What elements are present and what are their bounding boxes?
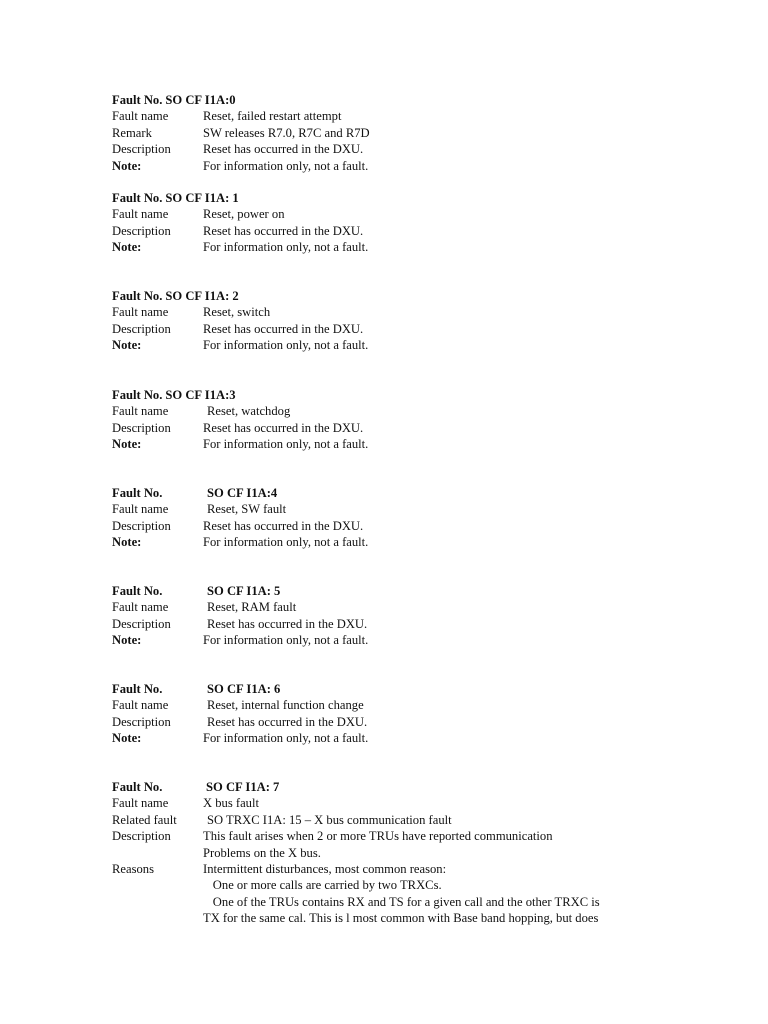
fault-block-4 (112, 485, 652, 551)
fault-row (112, 206, 652, 222)
fault-row (112, 125, 652, 141)
fault-block-2 (112, 288, 652, 354)
bullet-item: One of the TRUs contains RX and TS for a given call and the other TRXC is (203, 894, 590, 909)
fault-no-value: SO CF I1A:0 (165, 93, 236, 107)
row-label: Related fault (112, 812, 177, 827)
row-label: Fault name (112, 305, 169, 320)
fault-row (112, 420, 652, 436)
row-label: Note: (112, 535, 142, 550)
row-label (112, 910, 203, 926)
row-value: Reset, power on (203, 207, 285, 222)
row-value: TX for the same cal. This is l most common with Base band hopping, but does (203, 911, 599, 926)
row-label: Description (112, 420, 171, 435)
row-value: This fault arises when 2 or more TRUs have reported communication (203, 829, 553, 844)
row-label: Description (112, 321, 171, 336)
row-label: Note: (112, 240, 142, 255)
fault-row (112, 828, 652, 844)
row-value: For information only, not a fault. (203, 437, 369, 452)
fault-heading (112, 681, 652, 697)
row-value: Reset, SW fault (207, 502, 287, 517)
fault-row (112, 812, 652, 828)
fault-no-value: SO CF I1A:3 (165, 388, 236, 402)
fault-row (112, 795, 652, 811)
row-label: Description (112, 223, 171, 238)
row-label: Reasons (112, 862, 154, 877)
row-label (112, 845, 203, 861)
row-value: For information only, not a fault. (203, 338, 369, 353)
fault-no-value: SO CF I1A: 1 (165, 191, 239, 205)
fault-heading (112, 190, 652, 206)
row-label: Fault name (112, 404, 169, 419)
row-value: Reset has occurred in the DXU. (203, 321, 364, 336)
row-label (112, 877, 203, 893)
row-label: Note: (112, 158, 142, 173)
fault-row (112, 223, 652, 239)
row-label: Fault name (112, 109, 169, 124)
fault-row (112, 632, 652, 648)
fault-row (112, 337, 652, 353)
fault-heading (112, 92, 652, 108)
fault-no-label: Fault No. (112, 682, 163, 696)
row-label: Fault name (112, 502, 169, 517)
row-value: For information only, not a fault. (203, 158, 369, 173)
fault-block-3 (112, 387, 652, 453)
row-value: SW releases R7.0, R7C and R7D (203, 125, 370, 140)
fault-row (112, 108, 652, 124)
row-label: Description (112, 616, 171, 631)
fault-heading (112, 779, 652, 795)
row-label: Fault name (112, 207, 169, 222)
fault-row (112, 158, 652, 174)
fault-no-label: Fault No. (112, 584, 163, 598)
fault-no-label: Fault No. (112, 191, 163, 205)
row-value: X bus fault (203, 796, 259, 811)
fault-row (112, 861, 652, 877)
fault-row (112, 304, 652, 320)
fault-block-0 (112, 92, 652, 174)
fault-no-label: Fault No. (112, 93, 163, 107)
row-label: Description (112, 518, 171, 533)
fault-row (112, 894, 652, 910)
fault-row (112, 534, 652, 550)
fault-no-label: Fault No. (112, 486, 163, 500)
row-value: Reset has occurred in the DXU. (207, 616, 368, 631)
row-label: Remark (112, 125, 152, 140)
row-label: Fault name (112, 796, 169, 811)
bullet-item: One or more calls are carried by two TRXCs. (203, 878, 432, 893)
row-label: Note: (112, 633, 142, 648)
fault-block-5 (112, 583, 652, 649)
fault-no-label: Fault No. (112, 289, 163, 303)
fault-row (112, 910, 652, 926)
row-label: Fault name (112, 698, 169, 713)
row-label: Fault name (112, 600, 169, 615)
fault-row (112, 845, 652, 861)
fault-row (112, 616, 652, 632)
row-value: Reset has occurred in the DXU. (207, 714, 368, 729)
fault-row (112, 403, 652, 419)
row-value: Reset, RAM fault (207, 600, 297, 615)
fault-no-value: SO CF I1A: 6 (207, 682, 281, 696)
row-value: For information only, not a fault. (203, 240, 369, 255)
row-label: Description (112, 714, 171, 729)
fault-no-label: Fault No. (112, 780, 163, 794)
fault-row (112, 501, 652, 517)
row-value: Reset has occurred in the DXU. (203, 420, 364, 435)
row-value: Reset, failed restart attempt (203, 109, 342, 124)
fault-no-value: SO CF I1A: 5 (207, 584, 281, 598)
fault-block-6 (112, 681, 652, 747)
fault-row (112, 321, 652, 337)
row-value: Reset, watchdog (207, 404, 291, 419)
row-label: Note: (112, 338, 142, 353)
row-value: Reset has occurred in the DXU. (203, 223, 364, 238)
fault-row (112, 599, 652, 615)
fault-no-value: SO CF I1A: 7 (206, 780, 280, 794)
row-value: For information only, not a fault. (203, 633, 369, 648)
fault-heading (112, 387, 652, 403)
fault-row (112, 697, 652, 713)
fault-row (112, 730, 652, 746)
row-value: Reset, internal function change (207, 698, 364, 713)
fault-row (112, 436, 652, 452)
row-label: Description (112, 829, 171, 844)
row-value: Intermittent disturbances, most common reason: (203, 862, 447, 877)
fault-row (112, 239, 652, 255)
row-value: Reset has occurred in the DXU. (203, 142, 364, 157)
row-value: For information only, not a fault. (203, 535, 369, 550)
fault-block-7 (112, 779, 652, 927)
fault-block-1 (112, 190, 652, 256)
row-label: Note: (112, 437, 142, 452)
fault-no-value: SO CF I1A:4 (207, 486, 278, 500)
fault-row (112, 714, 652, 730)
row-value: Reset, switch (203, 305, 271, 320)
fault-heading (112, 288, 652, 304)
row-value: SO TRXC I1A: 15 – X bus communication fault (207, 812, 452, 827)
row-value: Reset has occurred in the DXU. (203, 518, 364, 533)
fault-row (112, 518, 652, 534)
fault-row (112, 141, 652, 157)
row-value: Problems on the X bus. (203, 845, 321, 860)
row-value: For information only, not a fault. (203, 731, 369, 746)
row-label (112, 894, 203, 910)
fault-no-value: SO CF I1A: 2 (165, 289, 239, 303)
row-label: Description (112, 142, 171, 157)
fault-heading (112, 583, 652, 599)
fault-heading (112, 485, 652, 501)
row-label: Note: (112, 731, 142, 746)
fault-no-label: Fault No. (112, 388, 163, 402)
fault-row (112, 877, 652, 893)
